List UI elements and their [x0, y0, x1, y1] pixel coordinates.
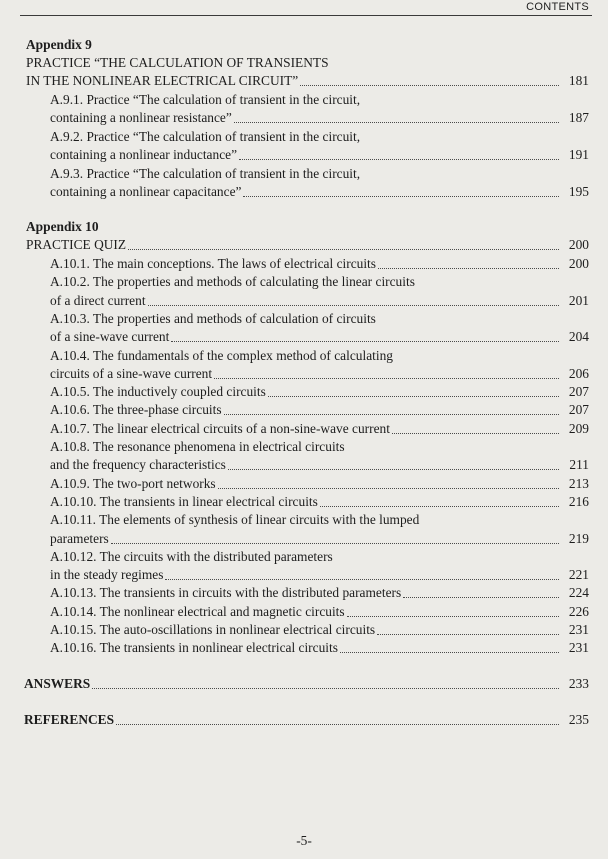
toc-entry: [0, 456, 608, 474]
dot-leader: [239, 159, 559, 160]
dot-leader: [116, 724, 559, 725]
toc-page-number: 213: [568, 475, 589, 491]
toc-entry-text: containing a nonlinear resistance”: [50, 110, 232, 125]
toc-page-number: 221: [568, 567, 589, 583]
dot-leader: [214, 378, 559, 379]
toc-page-number: 181: [568, 73, 589, 88]
toc-page-number: 191: [568, 147, 589, 162]
toc-entry-text: A.10.3. The properties and methods of calculation of circuits: [50, 310, 376, 326]
toc-entry: [0, 603, 608, 621]
dot-leader: [148, 305, 559, 306]
toc-entry: [0, 493, 608, 511]
toc-entry-text: A.10.4. The fundamentals of the complex method of calculating: [50, 347, 393, 363]
toc-entry: [0, 475, 608, 493]
toc-page-number: 233: [568, 676, 589, 691]
toc-page-number: 226: [568, 603, 589, 619]
toc-page-number: 201: [568, 292, 589, 308]
toc-page-number: 200: [568, 256, 589, 271]
toc-entry: [0, 128, 608, 146]
dot-leader: [128, 249, 559, 250]
toc-entry-text: circuits of a sine-wave current: [50, 365, 213, 381]
toc-entry-text: A.10.8. The resonance phenomena in electrical circuits: [50, 439, 345, 454]
toc-page-number: 195: [568, 184, 589, 199]
toc-entry-text: A.10.16. The transients in nonlinear electrical circuits: [50, 640, 338, 656]
dot-leader: [243, 196, 559, 197]
section-title: [0, 236, 608, 254]
dot-leader: [171, 341, 559, 342]
toc-entry-text: containing a nonlinear inductance”: [50, 147, 238, 162]
toc-entry: [0, 401, 608, 419]
toc-page-number: 224: [568, 585, 589, 601]
toc-entry-text: A.10.15. The auto-oscillations in nonlinear electrical circuits: [50, 622, 376, 637]
page-number: -5-: [296, 833, 312, 848]
toc-entry-text: and the frequency characteristics: [50, 457, 226, 473]
toc-entry: [0, 584, 608, 602]
appendix-10-title: PRACTICE QUIZ: [26, 237, 127, 252]
appendix-heading: [0, 218, 608, 236]
dot-leader: [165, 579, 559, 580]
dot-leader: [92, 688, 559, 689]
dot-leader: [320, 506, 559, 507]
dot-leader: [347, 616, 559, 617]
toc-entry-text: A.10.2. The properties and methods of calculating the linear circuits: [50, 274, 415, 290]
toc-entry-text: containing a nonlinear capacitance”: [50, 184, 242, 199]
toc-entry: [0, 310, 608, 328]
toc-page-number: 204: [568, 329, 589, 345]
appendix-heading: [0, 36, 608, 54]
toc-entry-text: A.9.1. Practice “The calculation of transient in the circuit,: [50, 92, 361, 107]
toc-entry: [0, 347, 608, 365]
toc-entry: [0, 273, 608, 291]
dot-leader: [403, 597, 559, 598]
toc-entry: [0, 165, 608, 183]
appendix-10-heading: Appendix 10: [26, 219, 99, 234]
toc-page-number: 211: [569, 457, 589, 473]
toc-entry: [0, 420, 608, 438]
section-title: [0, 72, 608, 90]
toc-entry: [0, 383, 608, 401]
header-rule: [20, 15, 592, 16]
toc-entry-text: A.10.12. The circuits with the distributed parameters: [50, 548, 333, 564]
toc-entry: [0, 639, 608, 657]
toc-page-number: 207: [568, 402, 589, 418]
toc-entry: [0, 255, 608, 273]
toc-entry-text: A.10.14. The nonlinear electrical and magnetic circuits: [50, 603, 345, 619]
appendix-9-title: PRACTICE “THE CALCULATION OF TRANSIENTS: [26, 55, 329, 70]
dot-leader: [340, 652, 559, 653]
references-title: REFERENCES: [24, 712, 115, 727]
dot-leader: [377, 634, 559, 635]
toc-entry-text: A.9.3. Practice “The calculation of transient in the circuit,: [50, 166, 361, 181]
toc-section: [0, 711, 608, 729]
toc-page-number: 235: [568, 712, 589, 727]
toc-entry: [0, 548, 608, 566]
toc-entry: [0, 511, 608, 529]
toc-entry: [0, 365, 608, 383]
toc-entry-text: A.10.1. The main conceptions. The laws of electrical circuits: [50, 256, 376, 271]
toc-entry: [0, 109, 608, 127]
toc-page-number: 187: [568, 110, 589, 125]
toc-page-number: 231: [568, 622, 589, 637]
dot-leader: [224, 414, 559, 415]
toc-entry: [0, 566, 608, 584]
toc-page-number: 200: [568, 237, 589, 252]
running-head: CONTENTS: [526, 1, 589, 13]
toc-entry-text: A.10.13. The transients in circuits with the distributed parameters: [50, 585, 402, 601]
toc-entry: [0, 292, 608, 310]
toc-entry: [0, 530, 608, 548]
toc-entry: [0, 91, 608, 109]
section-title: [0, 54, 608, 72]
toc-entry-text: A.9.2. Practice “The calculation of transient in the circuit,: [50, 129, 361, 144]
dot-leader: [234, 122, 559, 123]
toc-entry: [0, 621, 608, 639]
toc-entry-text: A.10.10. The transients in linear electrical circuits: [50, 493, 318, 509]
toc-entry-text: A.10.6. The three-phase circuits: [50, 402, 222, 418]
toc-section: [0, 675, 608, 693]
toc-entry: [0, 328, 608, 346]
toc-page-number: 207: [568, 384, 589, 400]
toc-entry-text: A.10.9. The two-port networks: [50, 475, 216, 491]
appendix-9-title: IN THE NONLINEAR ELECTRICAL CIRCUIT”: [26, 73, 299, 88]
dot-leader: [268, 396, 559, 397]
dot-leader: [300, 85, 559, 86]
dot-leader: [228, 469, 559, 470]
toc-page-number: 219: [568, 530, 589, 546]
answers-title: ANSWERS: [24, 676, 91, 691]
dot-leader: [392, 433, 559, 434]
appendix-9-heading: Appendix 9: [26, 37, 92, 52]
toc-entry-text: A.10.5. The inductively coupled circuits: [50, 384, 266, 400]
toc-entry-text: of a sine-wave current: [50, 329, 170, 345]
toc-entry-text: A.10.7. The linear electrical circuits of a non-sine-wave current: [50, 420, 390, 436]
dot-leader: [378, 268, 559, 269]
dot-leader: [111, 543, 559, 544]
toc-entry-text: in the steady regimes: [50, 567, 164, 583]
toc-page-number: 216: [568, 493, 589, 509]
toc-page-number: 209: [568, 420, 589, 436]
toc-entry: [0, 146, 608, 164]
toc-entry: [0, 183, 608, 201]
toc-entry-text: of a direct current: [50, 292, 146, 308]
toc-entry-text: A.10.11. The elements of synthesis of linear circuits with the lumped: [50, 512, 420, 528]
toc-page-number: 231: [568, 640, 589, 656]
dot-leader: [218, 488, 559, 489]
toc-entry: [0, 438, 608, 456]
toc-page-number: 206: [568, 365, 589, 381]
toc-entry-text: parameters: [50, 530, 109, 546]
